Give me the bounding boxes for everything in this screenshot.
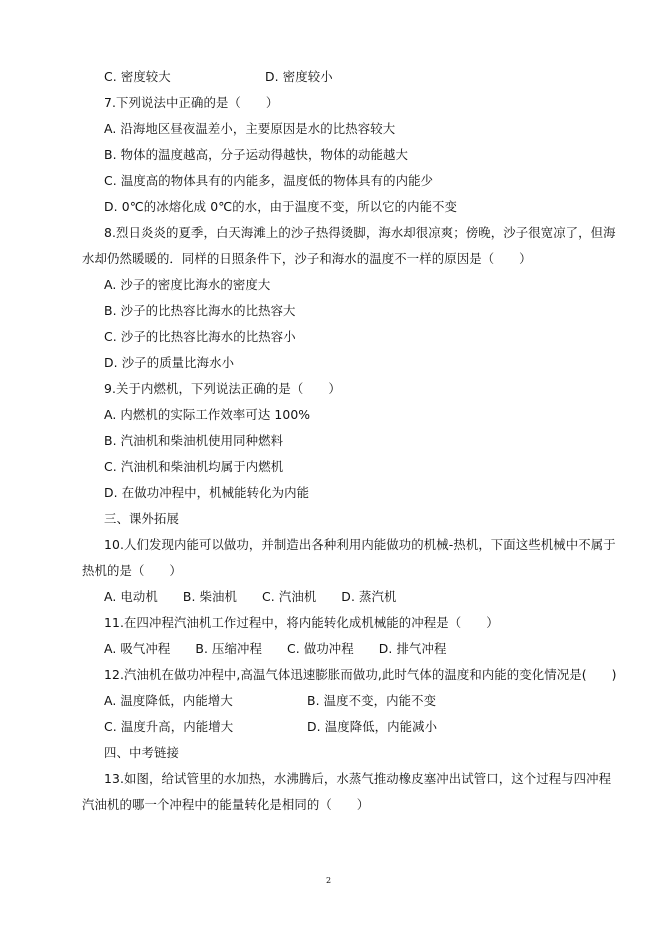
question-10-line-1: 10.人们发现内能可以做功，并制造出各种利用内能做功的机械-热机，下面这些机械中不属于 — [104, 537, 616, 552]
question-7: 7.下列说法中正确的是（ ） — [104, 95, 279, 110]
q8-option-a: A. 沙子的密度比海水的密度大 — [104, 277, 271, 292]
q7-option-d: D. 0℃的冰熔化成 0℃的水，由于温度不变，所以它的内能不变 — [104, 199, 458, 214]
q8-option-c: C. 沙子的比热容比海水的比热容小 — [104, 329, 296, 344]
q7-option-c: C. 温度高的物体具有的内能多，温度低的物体具有的内能少 — [104, 173, 434, 188]
q7-option-a: A. 沿海地区昼夜温差小，主要原因是水的比热容较大 — [104, 121, 396, 136]
q8-option-b: B. 沙子的比热容比海水的比热容大 — [104, 303, 296, 318]
question-12: 12.汽油机在做功冲程中,高温气体迅速膨胀而做功,此时气体的温度和内能的变化情况是( ) — [104, 667, 617, 682]
q9-option-a: A. 内燃机的实际工作效率可达 100% — [104, 407, 311, 422]
q12-option-a: A. 温度降低，内能增大 — [104, 693, 233, 708]
q9-option-c: C. 汽油机和柴油机均属于内燃机 — [104, 459, 284, 474]
question-10-line-2: 热机的是（ ） — [82, 563, 182, 578]
q8-option-d: D. 沙子的质量比海水小 — [104, 355, 235, 370]
question-9: 9.关于内燃机，下列说法正确的是（ ） — [104, 381, 341, 396]
page-number: 2 — [326, 876, 332, 885]
question-8-line-1: 8.烈日炎炎的夏季，白天海滩上的沙子热得烫脚，海水却很凉爽；傍晚，沙子很宽凉了，但海 — [104, 225, 616, 240]
question-13-line-2: 汽油机的哪一个冲程中的能量转化是相同的（ ） — [82, 797, 370, 812]
question-13-line-1: 13.如图，给试管里的水加热，水沸腾后，水蒸气推动橡皮塞冲出试管口，这个过程与四冲程 — [104, 771, 612, 786]
q12-option-c: C. 温度升高，内能增大 — [104, 719, 234, 734]
q12-option-b: B. 温度不变，内能不变 — [307, 693, 437, 708]
q9-option-b: B. 汽油机和柴油机使用同种燃料 — [104, 433, 284, 448]
question-8-line-2: 水却仍然暖暖的．同样的日照条件下，沙子和海水的温度不一样的原因是（ ） — [82, 251, 532, 266]
section-heading-3: 三、课外拓展 — [104, 511, 179, 526]
q6-option-d: D. 密度较小 — [265, 69, 333, 84]
q12-option-d: D. 温度降低，内能减小 — [307, 719, 438, 734]
question-11: 11.在四冲程汽油机工作过程中，将内能转化成机械能的冲程是（ ） — [104, 615, 499, 630]
q10-options: A. 电动机 B. 柴油机 C. 汽油机 D. 蒸汽机 — [104, 589, 397, 604]
q7-option-b: B. 物体的温度越高，分子运动得越快，物体的动能越大 — [104, 147, 408, 162]
q6-option-c: C. 密度较大 — [104, 69, 171, 84]
section-heading-4: 四、中考链接 — [104, 745, 179, 760]
q11-options: A. 吸气冲程 B. 压缩冲程 C. 做功冲程 D. 排气冲程 — [104, 641, 447, 656]
q9-option-d: D. 在做功冲程中，机械能转化为内能 — [104, 485, 310, 500]
